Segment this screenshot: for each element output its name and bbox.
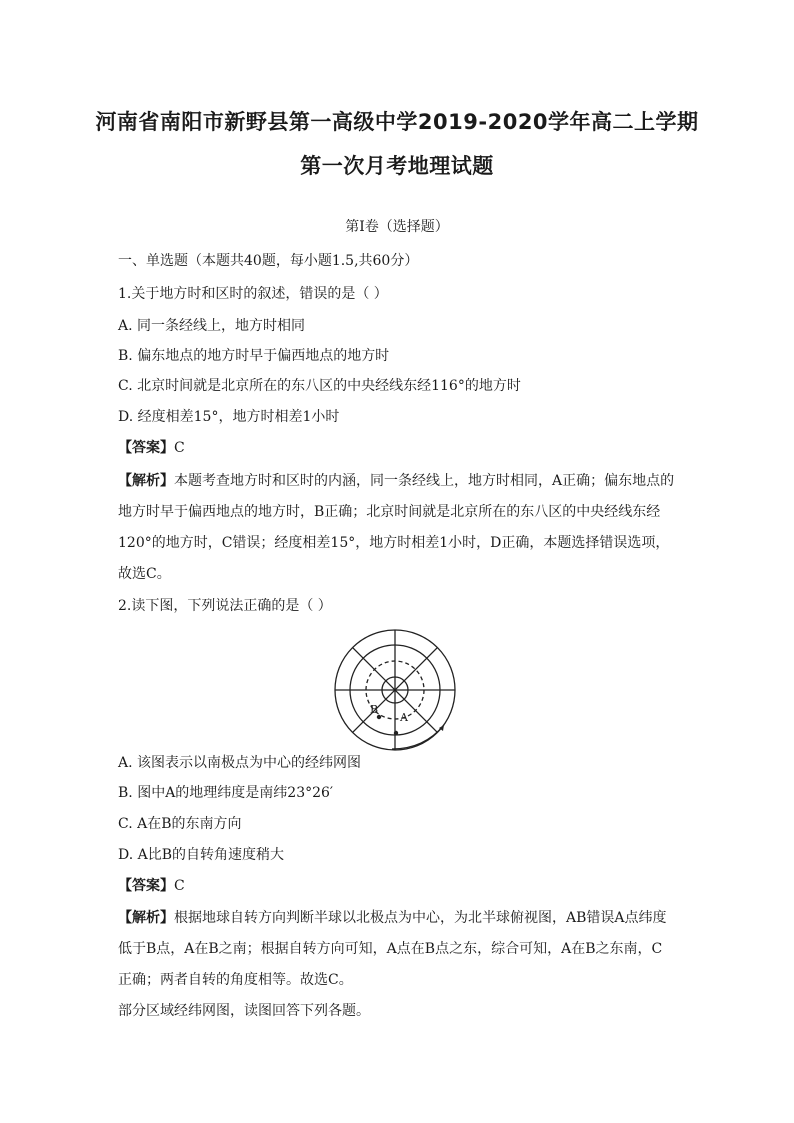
part-heading: 一、单选题（本题共40题，每小题1.5,共60分） [118,253,419,269]
q2-answer [118,875,185,895]
q2-option-a: A. 该图表示以南极点为中心的经纬网图 [118,755,362,771]
title-line-1: 河南省南阳市新野县第一高级中学2019-2020学年高二上学期 [95,110,699,134]
q1-analysis-line-3: 120°的地方时，C错误；经度相差15°，地方时相差1小时，D正确，本题选择错误选项， [118,535,670,551]
point-a-label: A [400,711,408,724]
q2-option-d: D. A比B的自转角速度稍大 [118,847,285,863]
q1-analysis-line-4: 故选C。 [118,566,171,582]
q2-answer-value: C [174,878,185,894]
q2-analysis-line-3: 正确；两者自转的角度相等。故选C。 [118,972,353,988]
q1-analysis-text-1: 本题考查地方时和区时的内涵，同一条经线上，地方时相同，A正确；偏东地点的 [174,473,675,489]
polar-graticule-figure [332,627,458,753]
q1-option-c: C. 北京时间就是北京所在的东八区的中央经线东经116°的地方时 [118,378,521,394]
q1-answer [118,437,185,457]
point-a-dot [394,731,398,735]
q1-analysis-line-1 [118,470,674,490]
title-line-2: 第一次月考地理试题 [300,154,494,178]
q2-analysis-line-2: 低于B点，A在B之南；根据自转方向可知，A点在B点之东，综合可知，A在B之东南，C [118,941,663,957]
q1-option-b: B. 偏东地点的地方时早于偏西地点的地方时 [118,348,390,364]
q2-option-b: B. 图中A的地理纬度是南纬23°26′ [118,785,334,801]
q2-analysis-line-1 [118,907,667,927]
q1-answer-value: C [174,440,185,456]
q1-analysis-line-2: 地方时早于偏西地点的地方时，B正确；北京时间就是北京所在的东八区的中央经线东经 [118,504,661,520]
q2-analysis-text-1: 根据地球自转方向判断半球以北极点为中心，为北半球俯视图，AB错误A点纬度 [174,910,667,926]
point-b-label: B [370,703,379,716]
q1-stem: 1.关于地方时和区时的叙述，错误的是（ ） [118,286,388,302]
q1-analysis-label: 【解析】 [118,473,174,489]
q2-analysis-label: 【解析】 [118,910,174,926]
q2-answer-label: 【答案】 [118,878,174,894]
q2-stem: 2.读下图，下列说法正确的是（ ） [118,598,332,614]
q1-option-d: D. 经度相差15°，地方时相差1小时 [118,409,340,425]
trailing-instruction: 部分区域经纬网图，读图回答下列各题。 [118,1003,370,1019]
q1-answer-label: 【答案】 [118,440,174,456]
q1-option-a: A. 同一条经线上，地方时相同 [118,318,306,334]
q2-option-c: C. A在B的东南方向 [118,816,242,832]
section-heading: 第Ⅰ卷（选择题） [345,219,449,235]
